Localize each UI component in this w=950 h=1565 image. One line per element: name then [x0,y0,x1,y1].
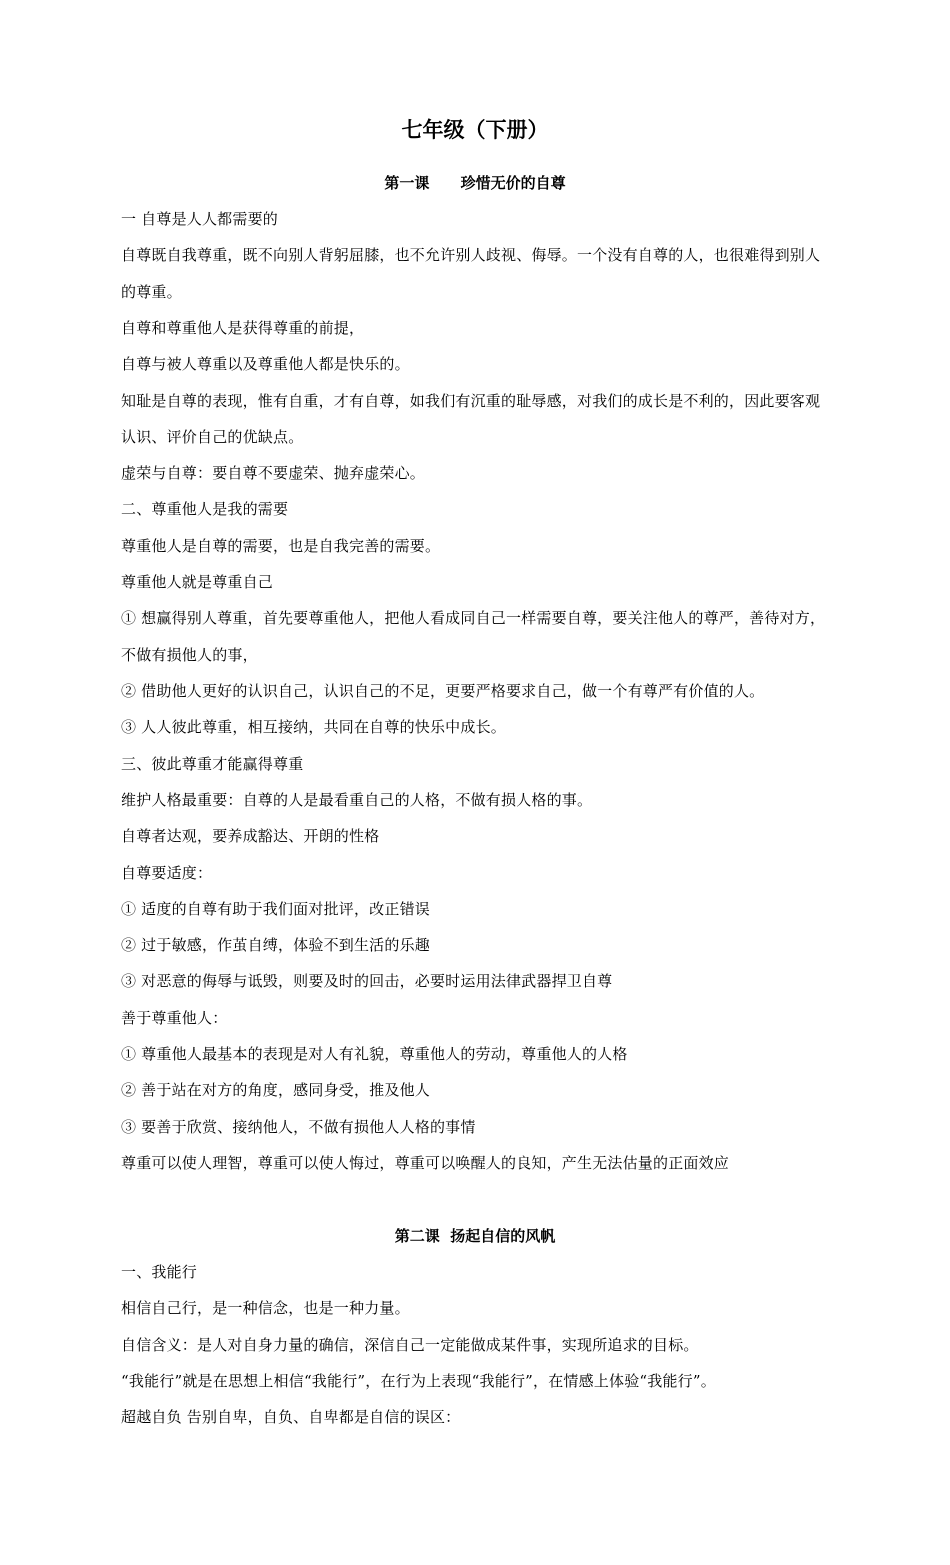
list-item: ② 过于敏感，作茧自缚，体验不到生活的乐趣 [121,936,430,954]
text-line: 的尊重。 [121,283,182,301]
text-line: 尊重他人是自尊的需要，也是自我完善的需要。 [121,537,441,555]
section-heading: 一、我能行 [121,1263,198,1281]
text-line: 自信含义：是人对自身力量的确信，深信自己一定能做成某件事，实现所追求的目标。 [121,1336,699,1354]
list-item: ① 适度的自尊有助于我们面对批评，改正错误 [121,900,430,918]
list-item: ③ 对恶意的侮辱与诋毁，则要及时的回击，必要时运用法律武器捍卫自尊 [121,972,613,990]
text-line: 自尊者达观，要养成豁达、开朗的性格 [121,827,380,845]
text-line: 维护人格最重要：自尊的人是最看重自己的人格，不做有损人格的事。 [121,791,593,809]
list-item: ① 尊重他人最基本的表现是对人有礼貌，尊重他人的劳动，尊重他人的人格 [121,1045,628,1063]
list-item: ③ 人人彼此尊重，相互接纳，共同在自尊的快乐中成长。 [121,718,506,736]
list-item: ② 善于站在对方的角度，感同身受，推及他人 [121,1081,430,1099]
text-line: 认识、评价自己的优缺点。 [121,428,304,446]
text-line: 虚荣与自尊：要自尊不要虚荣、抛弃虚荣心。 [121,464,426,482]
text-line: 尊重他人就是尊重自己 [121,573,274,591]
text-line: 自尊和尊重他人是获得尊重的前提， [121,319,365,337]
section-heading: 二、尊重他人是我的需要 [121,500,289,518]
list-item: ② 借助他人更好的认识自己，认识自己的不足，更要严格要求自己，做一个有尊严有价值的人。 [121,682,765,700]
lesson-2-title: 第二课 扬起自信的风帆 [394,1227,556,1245]
lesson-1-title: 第一课 珍惜无价的自尊 [384,174,566,192]
section-heading: 三、彼此尊重才能赢得尊重 [121,755,304,773]
text-line: “我能行”就是在思想上相信“我能行”，在行为上表现“我能行”，在情感上体验“我能行”。 [121,1372,716,1390]
text-line: 尊重可以使人理智，尊重可以使人悔过，尊重可以唤醒人的良知，产生无法估量的正面效应 [121,1154,730,1172]
list-item: ③ 要善于欣赏、接纳他人，不做有损他人人格的事情 [121,1118,476,1136]
text-line: 自尊既自我尊重，既不向别人背躬屈膝，也不允许别人歧视、侮辱。一个没有自尊的人，也很难得到别人 [121,246,821,264]
text-line: 不做有损他人的事， [121,646,258,664]
text-line: 自尊要适度： [121,864,213,882]
text-line: 相信自己行，是一种信念，也是一种力量。 [121,1299,410,1317]
text-line: 超越自负 告别自卑，自负、自卑都是自信的误区： [121,1408,461,1426]
page-title: 七年级（下册） [401,118,549,142]
text-line: 一 自尊是人人都需要的 [121,210,278,228]
list-item: ① 想赢得别人尊重，首先要尊重他人，把他人看成同自己一样需要自尊，要关注他人的尊严，善待对方， [121,609,826,627]
text-line: 知耻是自尊的表现，惟有自重，才有自尊，如我们有沉重的耻辱感，对我们的成长是不利的，因此要客观 [121,392,821,410]
text-line: 自尊与被人尊重以及尊重他人都是快乐的。 [121,355,410,373]
text-line: 善于尊重他人： [121,1009,228,1027]
